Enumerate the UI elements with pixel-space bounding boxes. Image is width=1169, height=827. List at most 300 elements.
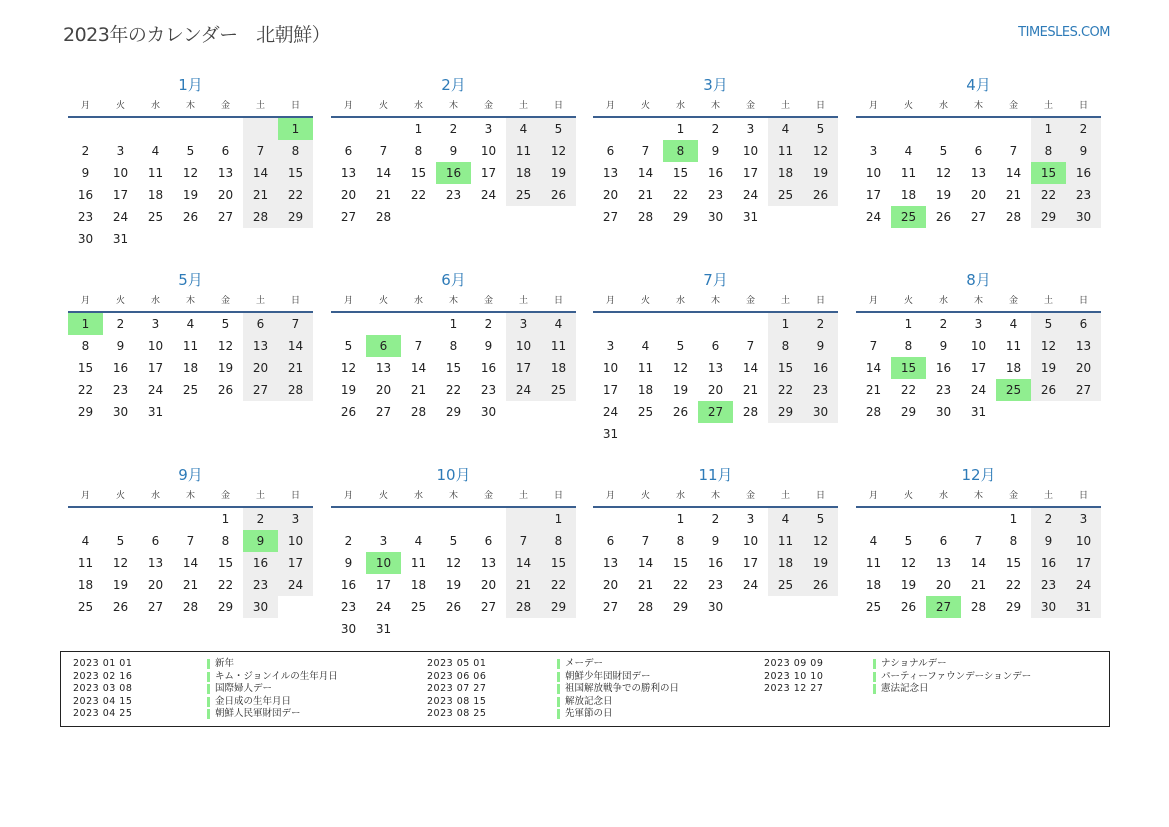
day-cell: 14 (1005, 166, 1022, 180)
week-row (331, 530, 576, 552)
weekday-label: 日 (1078, 101, 1088, 111)
day-cell: 6 (221, 144, 230, 158)
weekday-header (331, 293, 576, 313)
month-title: 10月 (436, 466, 471, 484)
weekend-day-cell: 18 (541, 357, 576, 379)
empty-cell (208, 401, 243, 423)
day-cell: 21 (637, 188, 654, 202)
weekend-day-cell: 16 (803, 357, 838, 379)
day-cell: 28 (637, 210, 654, 224)
day-cell: 10 (602, 361, 619, 375)
day-cell: 17 (375, 578, 392, 592)
weekday-label: 木 (448, 491, 458, 501)
empty-cell (401, 206, 436, 228)
weekday-label: 木 (185, 491, 195, 501)
weekday-label: 日 (815, 296, 825, 306)
weekday-label: 金 (745, 491, 755, 501)
week-row (331, 118, 576, 140)
weekday-label: 土 (518, 491, 528, 501)
empty-cell (926, 508, 961, 530)
weekend-day-cell: 30 (803, 401, 838, 423)
holiday-entry (73, 696, 413, 709)
day-cell: 7 (746, 339, 755, 353)
weekend-day-cell: 25 (506, 184, 541, 206)
holiday-name: メーデー (565, 658, 604, 669)
holiday-date: 2023 10 10 (764, 670, 824, 682)
day-cell: 27 (480, 600, 497, 614)
weekend-day-cell: 1 (768, 313, 803, 335)
holiday-date: 2023 06 06 (427, 670, 487, 682)
week-row (593, 184, 838, 206)
week-row (331, 508, 576, 530)
day-cell: 4 (1009, 317, 1018, 331)
weekend-day-cell: 3 (506, 313, 541, 335)
week-row (331, 618, 576, 640)
day-cell: 3 (869, 144, 878, 158)
day-cell: 12 (340, 361, 357, 375)
weekday-label: 火 (115, 491, 125, 501)
day-cell: 28 (637, 600, 654, 614)
day-cell: 21 (970, 578, 987, 592)
weekend-day-cell: 28 (243, 206, 278, 228)
day-cell: 6 (606, 144, 615, 158)
holiday-column (427, 658, 767, 721)
week-row (331, 379, 576, 401)
holiday-marker (207, 672, 210, 682)
day-cell: 3 (484, 122, 493, 136)
week-row (856, 574, 1101, 596)
empty-cell (541, 618, 576, 640)
empty-cell (593, 118, 628, 140)
weekend-day-cell: 21 (278, 357, 313, 379)
page-title: 2023年のカレンダー 北朝鮮） (63, 24, 331, 46)
day-cell: 30 (77, 232, 94, 246)
empty-cell (68, 508, 103, 530)
holiday-marker (873, 659, 876, 669)
empty-cell (768, 596, 803, 618)
day-cell: 22 (217, 578, 234, 592)
empty-cell (278, 401, 313, 423)
weekday-label: 火 (115, 101, 125, 111)
day-cell: 12 (900, 556, 917, 570)
day-cell: 4 (904, 144, 913, 158)
weekday-header (593, 488, 838, 508)
weekend-day-cell: 23 (243, 574, 278, 596)
empty-cell (891, 508, 926, 530)
empty-cell (366, 118, 401, 140)
day-cell: 3 (746, 512, 755, 526)
day-cell: 7 (414, 339, 423, 353)
empty-cell (506, 618, 541, 640)
day-cell: 25 (77, 600, 94, 614)
weekday-label: 月 (868, 101, 878, 111)
month-title: 7月 (703, 271, 728, 289)
weekend-day-cell: 10 (278, 530, 313, 552)
day-cell: 10 (742, 144, 759, 158)
weekend-day-cell: 2 (1031, 508, 1066, 530)
day-cell: 16 (480, 361, 497, 375)
empty-cell (698, 313, 733, 335)
day-cell: 24 (970, 383, 987, 397)
weekend-day-cell: 13 (1066, 335, 1101, 357)
day-cell: 19 (672, 383, 689, 397)
day-cell: 29 (672, 210, 689, 224)
day-cell: 27 (147, 600, 164, 614)
month-block (68, 74, 313, 250)
weekend-day-cell: 19 (803, 162, 838, 184)
weekday-label: 月 (605, 101, 615, 111)
weekday-label: 月 (605, 296, 615, 306)
day-cell: 28 (410, 405, 427, 419)
weekday-header (331, 98, 576, 118)
day-cell: 23 (707, 578, 724, 592)
holiday-day-cell: 25 (996, 379, 1031, 401)
week-row (593, 508, 838, 530)
empty-cell (663, 313, 698, 335)
day-cell: 30 (707, 600, 724, 614)
day-cell: 23 (935, 383, 952, 397)
weekend-day-cell: 27 (1066, 379, 1101, 401)
weekday-header (68, 293, 313, 313)
week-row (593, 335, 838, 357)
week-row (856, 401, 1101, 423)
day-cell: 7 (869, 339, 878, 353)
weekend-day-cell: 26 (803, 184, 838, 206)
day-cell: 3 (746, 122, 755, 136)
weekday-label: 土 (255, 101, 265, 111)
week-row (856, 118, 1101, 140)
empty-cell (138, 228, 173, 250)
weekend-day-cell: 11 (768, 140, 803, 162)
weekday-label: 水 (413, 101, 423, 111)
empty-cell (401, 508, 436, 530)
month-title: 3月 (703, 76, 728, 94)
day-cell: 2 (344, 534, 353, 548)
day-cell: 4 (414, 534, 423, 548)
weekday-label: 日 (815, 101, 825, 111)
week-row (68, 574, 313, 596)
weekend-day-cell: 26 (803, 574, 838, 596)
holiday-date: 2023 04 15 (73, 695, 133, 707)
day-cell: 13 (935, 556, 952, 570)
day-cell: 17 (970, 361, 987, 375)
empty-cell (506, 508, 541, 530)
day-cell: 8 (81, 339, 90, 353)
day-cell: 10 (112, 166, 129, 180)
day-cell: 20 (480, 578, 497, 592)
holiday-entry (427, 683, 767, 696)
weekday-label: 水 (675, 296, 685, 306)
week-row (593, 140, 838, 162)
day-cell: 30 (112, 405, 129, 419)
day-cell: 4 (641, 339, 650, 353)
weekday-label: 水 (413, 491, 423, 501)
day-cell: 30 (935, 405, 952, 419)
week-row (331, 184, 576, 206)
empty-cell (628, 423, 663, 445)
weekend-day-cell: 28 (506, 596, 541, 618)
empty-cell (331, 313, 366, 335)
weekend-day-cell: 29 (541, 596, 576, 618)
weekday-label: 火 (903, 101, 913, 111)
day-cell: 28 (742, 405, 759, 419)
weekend-day-cell: 2 (243, 508, 278, 530)
weekend-day-cell: 27 (243, 379, 278, 401)
week-row (68, 140, 313, 162)
day-cell: 28 (970, 600, 987, 614)
day-cell: 15 (445, 361, 462, 375)
day-cell: 5 (186, 144, 195, 158)
day-cell: 24 (375, 600, 392, 614)
day-cell: 27 (340, 210, 357, 224)
empty-cell (856, 313, 891, 335)
weekend-day-cell: 5 (803, 118, 838, 140)
weekend-day-cell: 4 (768, 508, 803, 530)
day-cell: 1 (414, 122, 423, 136)
weekend-day-cell: 5 (541, 118, 576, 140)
day-cell: 2 (711, 512, 720, 526)
weekend-day-cell: 29 (278, 206, 313, 228)
weekday-label: 日 (553, 296, 563, 306)
empty-cell (506, 401, 541, 423)
day-cell: 6 (939, 534, 948, 548)
day-cell: 1 (676, 512, 685, 526)
weekday-label: 木 (185, 101, 195, 111)
holiday-date: 2023 04 25 (73, 708, 133, 720)
day-cell: 18 (147, 188, 164, 202)
day-cell: 8 (1009, 534, 1018, 548)
day-cell: 2 (484, 317, 493, 331)
day-cell: 31 (970, 405, 987, 419)
holiday-date: 2023 03 08 (73, 683, 133, 695)
weekday-header (68, 488, 313, 508)
empty-cell (628, 118, 663, 140)
day-cell: 24 (602, 405, 619, 419)
day-cell: 4 (151, 144, 160, 158)
day-cell: 9 (939, 339, 948, 353)
day-cell: 22 (445, 383, 462, 397)
weekend-day-cell: 31 (1066, 596, 1101, 618)
day-cell: 9 (711, 534, 720, 548)
day-cell: 19 (340, 383, 357, 397)
day-cell: 20 (375, 383, 392, 397)
day-cell: 22 (410, 188, 427, 202)
day-cell: 28 (375, 210, 392, 224)
day-cell: 20 (602, 578, 619, 592)
weekday-label: 日 (290, 491, 300, 501)
day-cell: 24 (865, 210, 882, 224)
day-cell: 24 (112, 210, 129, 224)
week-row (331, 552, 576, 574)
weekend-day-cell: 2 (1066, 118, 1101, 140)
weekday-label: 木 (973, 296, 983, 306)
weekend-day-cell: 12 (803, 530, 838, 552)
day-cell: 20 (935, 578, 952, 592)
holiday-name: 朝鮮少年団財団デー (565, 670, 651, 682)
day-cell: 25 (865, 600, 882, 614)
empty-cell (471, 618, 506, 640)
day-cell: 2 (449, 122, 458, 136)
weekend-day-cell: 26 (541, 184, 576, 206)
day-cell: 25 (147, 210, 164, 224)
day-cell: 11 (865, 556, 882, 570)
day-cell: 17 (112, 188, 129, 202)
day-cell: 16 (340, 578, 357, 592)
weekday-label: 日 (1078, 296, 1088, 306)
month-block (856, 74, 1101, 228)
empty-cell (961, 508, 996, 530)
site-logo-text[interactable]: TIMESLES.COM (1018, 25, 1110, 40)
week-row (68, 530, 313, 552)
weekday-label: 金 (220, 491, 230, 501)
weekday-header (331, 488, 576, 508)
weekend-day-cell: 26 (1031, 379, 1066, 401)
week-row (593, 530, 838, 552)
day-cell: 10 (970, 339, 987, 353)
day-cell: 17 (602, 383, 619, 397)
day-cell: 30 (707, 210, 724, 224)
day-cell: 10 (742, 534, 759, 548)
week-row (856, 206, 1101, 228)
day-cell: 28 (182, 600, 199, 614)
day-cell: 9 (484, 339, 493, 353)
month-block (331, 74, 576, 228)
day-cell: 6 (344, 144, 353, 158)
holiday-date: 2023 01 01 (73, 658, 133, 669)
holiday-entry (73, 708, 413, 721)
week-row (331, 401, 576, 423)
weekday-label: 火 (903, 491, 913, 501)
month-block (68, 269, 313, 423)
month-title: 9月 (178, 466, 203, 484)
empty-cell (593, 313, 628, 335)
day-cell: 17 (147, 361, 164, 375)
weekend-day-cell: 21 (243, 184, 278, 206)
weekend-day-cell: 17 (1066, 552, 1101, 574)
day-cell: 14 (182, 556, 199, 570)
week-row (331, 140, 576, 162)
weekend-day-cell: 4 (506, 118, 541, 140)
empty-cell (1066, 401, 1101, 423)
weekend-day-cell: 24 (278, 574, 313, 596)
day-cell: 10 (865, 166, 882, 180)
weekend-day-cell: 14 (243, 162, 278, 184)
day-cell: 29 (900, 405, 917, 419)
day-cell: 21 (375, 188, 392, 202)
day-cell: 14 (865, 361, 882, 375)
holiday-marker (873, 684, 876, 694)
holiday-name: 先軍節の日 (565, 708, 613, 720)
weekday-label: 日 (553, 491, 563, 501)
weekday-label: 土 (518, 101, 528, 111)
day-cell: 1 (676, 122, 685, 136)
day-cell: 5 (116, 534, 125, 548)
day-cell: 7 (641, 534, 650, 548)
day-cell: 19 (900, 578, 917, 592)
weekend-day-cell: 25 (541, 379, 576, 401)
weekday-label: 月 (605, 491, 615, 501)
day-cell: 31 (147, 405, 164, 419)
holiday-entry (427, 671, 767, 684)
weekday-label: 金 (1008, 101, 1018, 111)
day-cell: 27 (217, 210, 234, 224)
weekend-day-cell: 22 (1031, 184, 1066, 206)
day-cell: 26 (445, 600, 462, 614)
day-cell: 17 (742, 556, 759, 570)
weekday-label: 土 (1043, 296, 1053, 306)
holiday-marker (557, 697, 560, 707)
weekend-day-cell: 8 (1031, 140, 1066, 162)
empty-cell (103, 118, 138, 140)
week-row (593, 552, 838, 574)
day-cell: 9 (81, 166, 90, 180)
day-cell: 8 (449, 339, 458, 353)
weekday-label: 火 (640, 491, 650, 501)
weekday-header (856, 293, 1101, 313)
day-cell: 13 (970, 166, 987, 180)
holiday-marker (557, 684, 560, 694)
weekend-day-cell: 25 (768, 184, 803, 206)
holiday-marker (557, 659, 560, 669)
week-row (331, 574, 576, 596)
day-cell: 4 (186, 317, 195, 331)
day-cell: 26 (217, 383, 234, 397)
day-cell: 20 (340, 188, 357, 202)
day-cell: 18 (865, 578, 882, 592)
day-cell: 30 (480, 405, 497, 419)
week-row (68, 596, 313, 618)
day-cell: 6 (711, 339, 720, 353)
week-row (593, 379, 838, 401)
day-cell: 13 (707, 361, 724, 375)
weekday-header (593, 98, 838, 118)
weekend-day-cell: 13 (243, 335, 278, 357)
week-row (593, 401, 838, 423)
week-row (856, 508, 1101, 530)
day-cell: 13 (602, 556, 619, 570)
empty-cell (331, 118, 366, 140)
weekend-day-cell: 15 (541, 552, 576, 574)
day-cell: 23 (77, 210, 94, 224)
day-cell: 1 (904, 317, 913, 331)
weekend-day-cell: 11 (768, 530, 803, 552)
weekend-day-cell: 10 (506, 335, 541, 357)
day-cell: 6 (606, 534, 615, 548)
weekend-day-cell: 1 (541, 508, 576, 530)
empty-cell (173, 508, 208, 530)
weekday-label: 日 (553, 101, 563, 111)
week-row (856, 379, 1101, 401)
day-cell: 13 (217, 166, 234, 180)
holiday-marker (557, 672, 560, 682)
empty-cell (208, 118, 243, 140)
day-cell: 3 (116, 144, 125, 158)
empty-cell (506, 206, 541, 228)
day-cell: 1 (449, 317, 458, 331)
empty-cell (961, 118, 996, 140)
weekday-label: 月 (80, 491, 90, 501)
week-row (68, 118, 313, 140)
empty-cell (366, 313, 401, 335)
weekday-label: 水 (150, 101, 160, 111)
day-cell: 3 (974, 317, 983, 331)
day-cell: 28 (865, 405, 882, 419)
day-cell: 5 (939, 144, 948, 158)
day-cell: 15 (672, 556, 689, 570)
day-cell: 17 (865, 188, 882, 202)
day-cell: 11 (77, 556, 94, 570)
empty-cell (243, 118, 278, 140)
